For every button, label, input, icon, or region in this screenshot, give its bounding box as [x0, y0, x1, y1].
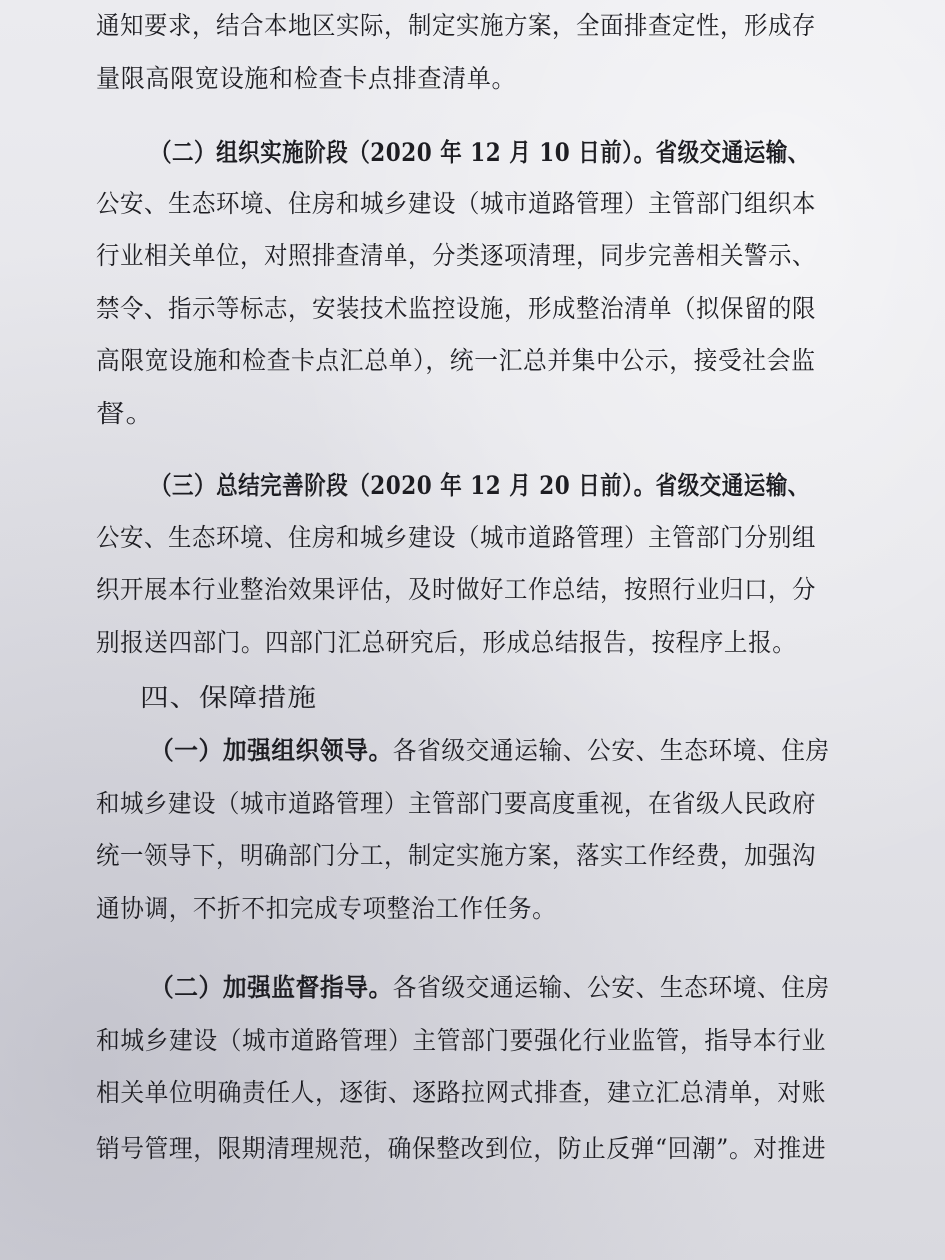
- paragraph-line: 通知要求，结合本地区实际，制定实施方案，全面排查定性，形成存: [96, 11, 817, 40]
- paragraph-line: 督。: [96, 399, 155, 428]
- section-heading-phase-three: （三）总结完善阶段（2020 年 12 月 20 日前）。省级交通运输、: [150, 471, 810, 500]
- section-heading-phase-two: （二）组织实施阶段（2020 年 12 月 10 日前）。省级交通运输、: [150, 138, 810, 167]
- paragraph-text: 各省级交通运输、公安、生态环境、住房: [392, 973, 830, 1002]
- paragraph-line: 和城乡建设（城市道路管理）主管部门要强化行业监管，指导本行业: [96, 1026, 827, 1055]
- paragraph-line: 别报送四部门。四部门汇总研究后，形成总结报告，按程序上报。: [96, 628, 797, 657]
- subheading-organization: （一）加强组织领导。: [150, 736, 393, 765]
- paragraph-line: [150, 972, 830, 1004]
- paragraph-line: [150, 735, 830, 767]
- section-heading-safeguards: 四、保障措施: [140, 683, 317, 712]
- paragraph-line: 相关单位明确责任人，逐街、逐路拉网式排查，建立汇总清单，对账: [96, 1078, 827, 1107]
- paragraph-line: 公安、生态环境、住房和城乡建设（城市道路管理）主管部门分别组: [96, 523, 817, 552]
- subheading-supervision: （二）加强监督指导。: [150, 973, 393, 1002]
- paragraph-text: 各省级交通运输、公安、生态环境、住房: [392, 736, 830, 765]
- paragraph-line: 公安、生态环境、住房和城乡建设（城市道路管理）主管部门组织本: [96, 189, 817, 218]
- paragraph-line: 行业相关单位，对照排查清单，分类逐项清理，同步完善相关警示、: [96, 241, 817, 270]
- paragraph-line: 禁令、指示等标志，安装技术监控设施，形成整治清单（拟保留的限: [96, 294, 817, 323]
- paragraph-line: 织开展本行业整治效果评估，及时做好工作总结，按照行业归口，分: [96, 575, 817, 604]
- paragraph-line: 和城乡建设（城市道路管理）主管部门要高度重视，在省级人民政府: [96, 789, 817, 818]
- paragraph-line: 销号管理，限期清理规范，确保整改到位，防止反弹“回潮”。对推进: [96, 1134, 827, 1163]
- paragraph-line: 通协调，不折不扣完成专项整治工作任务。: [96, 894, 557, 923]
- paragraph-line: 统一领导下，明确部门分工，制定实施方案，落实工作经费，加强沟: [96, 841, 817, 870]
- paragraph-line: 量限高限宽设施和检查卡点排查清单。: [96, 64, 517, 93]
- paragraph-line: 高限宽设施和检查卡点汇总单），统一汇总并集中公示，接受社会监: [96, 346, 816, 375]
